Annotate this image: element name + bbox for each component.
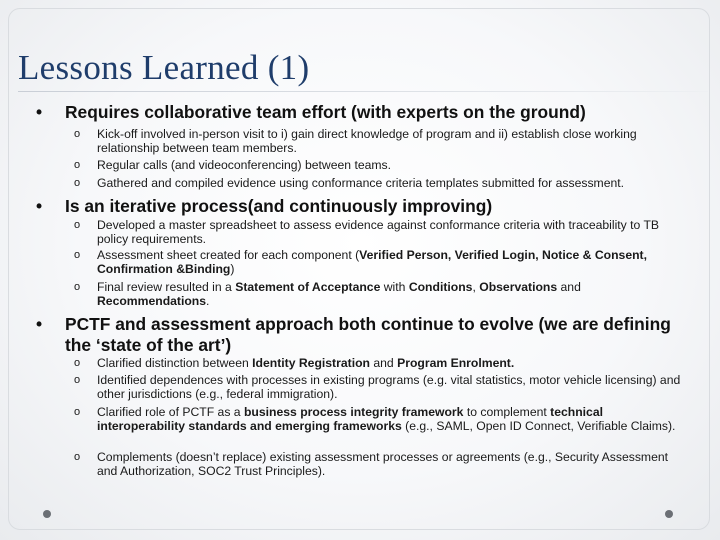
sub-bullet-marker: o	[74, 159, 81, 171]
sub-bullet-marker: o	[74, 357, 81, 369]
sub-bullet-text: Final review resulted in a Statement of Acceptance with Conditions, Observations and Recommendations.	[97, 280, 581, 308]
sub-bullet-marker: o	[74, 281, 81, 293]
corner-pin-right	[665, 510, 673, 518]
sub-bullet-text: Regular calls (and videoconferencing) between teams.	[97, 158, 392, 172]
bullet-text: Requires collaborative team effort (with experts on the ground)	[65, 102, 586, 122]
sub-bullet-text: Gathered and compiled evidence using conformance criteria templates submitted for assessment.	[97, 176, 625, 190]
sub-bullet-text: Developed a master spreadsheet to assess evidence against conformance criteria with traceability to TB policy requirements.	[97, 218, 660, 246]
sub-bullet-text: Kick-off involved in-person visit to i) gain direct knowledge of program and ii) establish close working relationship between team members.	[97, 127, 637, 155]
sub-bullet-marker: o	[74, 374, 81, 386]
title-divider	[18, 91, 708, 92]
bullet-dot: •	[36, 314, 43, 334]
sub-bullet-text: Clarified role of PCTF as a business process integrity framework to complement technical interoperability standards and emerging frameworks (e.g., SAML, Open ID Connect, Verifiable Claims).	[97, 405, 676, 433]
sub-bullet-marker: o	[74, 128, 81, 140]
sub-bullet-text: Assessment sheet created for each component (Verified Person, Verified Login, Notice & Consent, Confirmation &Binding)	[97, 248, 647, 276]
sub-bullet-marker: o	[74, 451, 81, 463]
sub-bullet-marker: o	[74, 219, 81, 231]
sub-bullet-marker: o	[74, 406, 81, 418]
bullet-dot: •	[36, 196, 43, 216]
corner-pin-left	[43, 510, 51, 518]
slide-title: Lessons Learned (1)	[18, 48, 310, 87]
sub-bullet-marker: o	[74, 177, 81, 189]
sub-bullet-text: Complements (doesn’t replace) existing assessment processes or agreements (e.g., Security Assessment and Authorization, SOC2 Trust Principles).	[97, 450, 669, 478]
bullet-dot: •	[36, 102, 43, 122]
sub-bullet-text: Clarified distinction between Identity Registration and Program Enrolment.	[97, 356, 515, 370]
sub-bullet-text: Identified dependences with processes in existing programs (e.g. vital statistics, motor vehicle licensing) and other jurisdictions (e.g., federal immigration).	[97, 373, 681, 401]
bullet-text: Is an iterative process(and continuously improving)	[65, 196, 493, 216]
bullet-text: PCTF and assessment approach both continue to evolve (we are defining the ‘state of the art’)	[65, 314, 671, 355]
sub-bullet-marker: o	[74, 249, 81, 261]
